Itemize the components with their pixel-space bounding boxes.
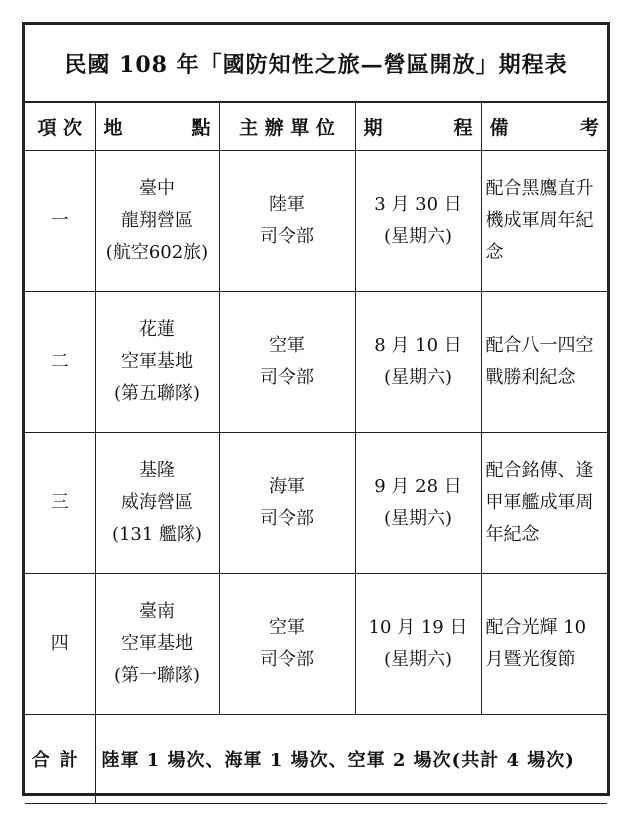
row-unit: 空軍 司令部 — [219, 292, 355, 433]
total-summary: 陸軍 1 場次、海軍 1 場次、空軍 2 場次(共計 4 場次) — [95, 715, 607, 804]
row-location: 臺南 空軍基地 (第一聯隊) — [95, 574, 219, 715]
header-no: 項 次 — [25, 102, 95, 151]
row-date: 9 月 28 日 (星期六) — [355, 433, 481, 574]
row-location: 基隆 威海營區 (131 艦隊) — [95, 433, 219, 574]
row-no: 一 — [25, 151, 95, 292]
row-note: 配合八一四空戰勝利紀念 — [481, 292, 607, 433]
table-row — [25, 292, 607, 433]
header-remarks: 備 考 — [481, 102, 607, 151]
total-row — [25, 715, 607, 804]
table-row — [25, 151, 607, 292]
header-location: 地 點 — [95, 102, 219, 151]
total-label: 合計 — [25, 715, 95, 804]
row-no: 三 — [25, 433, 95, 574]
table-row — [25, 433, 607, 574]
row-no: 二 — [25, 292, 95, 433]
row-note: 配合銘傳、逢甲軍艦成軍周年紀念 — [481, 433, 607, 574]
row-date: 8 月 10 日 (星期六) — [355, 292, 481, 433]
row-location: 花蓮 空軍基地 (第五聯隊) — [95, 292, 219, 433]
header-unit: 主 辦 單 位 — [219, 102, 355, 151]
row-no: 四 — [25, 574, 95, 715]
schedule-document — [22, 22, 610, 796]
row-date: 3 月 30 日 (星期六) — [355, 151, 481, 292]
row-unit: 空軍 司令部 — [219, 574, 355, 715]
header-schedule: 期 程 — [355, 102, 481, 151]
row-date: 10 月 19 日 (星期六) — [355, 574, 481, 715]
row-unit: 陸軍 司令部 — [219, 151, 355, 292]
schedule-table — [25, 101, 607, 804]
row-location: 臺中 龍翔營區 (航空602旅) — [95, 151, 219, 292]
header-row — [25, 102, 607, 151]
document-title: 民國 108 年「國防知性之旅—營區開放」期程表 — [25, 25, 607, 103]
table-row — [25, 574, 607, 715]
row-note: 配合光輝 10 月暨光復節 — [481, 574, 607, 715]
row-unit: 海軍 司令部 — [219, 433, 355, 574]
row-note: 配合黑鷹直升機成軍周年紀念 — [481, 151, 607, 292]
